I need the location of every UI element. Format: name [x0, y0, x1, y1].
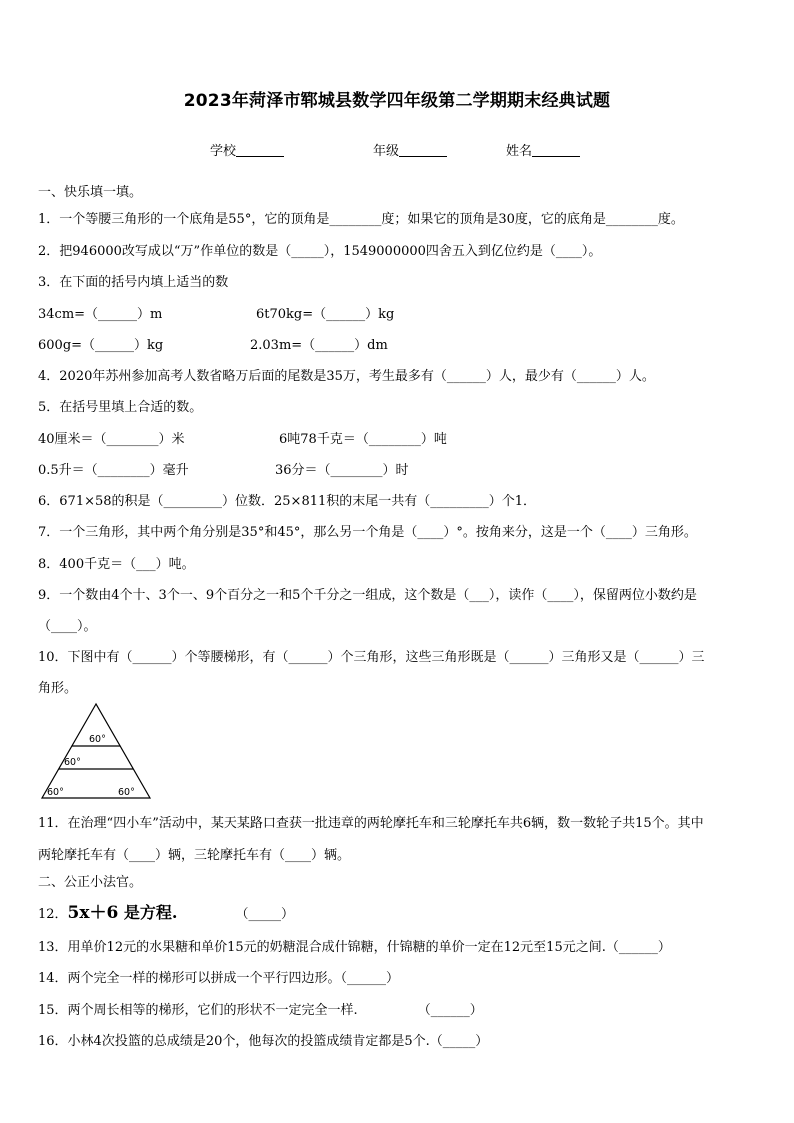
- question-12-blank[interactable]: （_____）: [235, 907, 295, 922]
- question-2: 2．把946000改写成以“万”作单位的数是（_____），1549000000四舍五入到亿位约是（____）。: [38, 244, 602, 259]
- question-3: 3．在下面的括号内填上适当的数: [38, 275, 229, 290]
- angle-label-top: 60°: [89, 734, 106, 745]
- question-1: 1．一个等腰三角形的一个底角是55°，它的顶角是________度；如果它的顶角是30度，它的底角是________度。: [38, 212, 684, 227]
- question-11-line-2: 两轮摩托车有（____）辆，三轮摩托车有（____）辆。: [38, 848, 351, 863]
- question-8: 8．400千克＝（___）吨。: [38, 557, 195, 572]
- question-5a: 40厘米＝（________）米: [38, 432, 185, 447]
- triangle-outline: [42, 704, 150, 798]
- question-3a: 34cm=（______）m: [38, 307, 163, 322]
- question-12-number: 12．: [38, 907, 68, 922]
- question-4: 4．2020年苏州参加高考人数省略万后面的尾数是35万，考生最多有（______）人，最少有（______）人。: [38, 369, 655, 384]
- question-5b: 6吨78千克＝（________）吨: [279, 432, 447, 447]
- grade-blank[interactable]: [399, 144, 447, 157]
- question-3c: 600g=（______）kg: [38, 338, 164, 353]
- grade-label: 年级: [373, 144, 400, 159]
- question-5: 5．在括号里填上合适的数。: [38, 400, 203, 415]
- question-10-line-1: 10．下图中有（______）个等腰梯形，有（______）个三角形，这些三角形既是（______）三角形又是（______）三: [38, 650, 705, 665]
- name-field: [506, 140, 580, 159]
- triangle-figure: [38, 700, 162, 802]
- question-15: [38, 999, 483, 1018]
- question-15-text: 15．两个周长相等的梯形，它们的形状不一定完全一样.: [38, 1003, 358, 1018]
- question-12-text: 是方程.: [123, 903, 178, 922]
- question-3d: 2.03m=（______）dm: [250, 338, 388, 353]
- school-field: [210, 140, 284, 159]
- question-11-line-1: 11．在治理“四小车”活动中，某天某路口查获一批违章的两轮摩托车和三轮摩托车共6辆，数一数轮子共15个。其中: [38, 816, 704, 831]
- question-3b: 6t70kg=（______）kg: [256, 307, 395, 322]
- question-9-line-1: 9．一个数由4个十、3个一、9个百分之一和5个千分之一组成，这个数是（___），读作（____），保留两位小数约是: [38, 588, 697, 603]
- grade-field: [373, 140, 447, 159]
- question-9-line-2: （____）。: [38, 619, 97, 634]
- question-12-expression: [68, 903, 178, 922]
- page-title: 2023年菏泽市郓城县数学四年级第二学期期末经典试题: [183, 91, 611, 111]
- section-2-heading: 二、公正小法官。: [38, 875, 143, 890]
- angle-label-middle: 60°: [64, 757, 81, 768]
- question-13: 13．用单价12元的水果糖和单价15元的奶糖混合成什锦糖，什锦糖的单价一定在12元至15元之间.（______）: [38, 940, 671, 955]
- question-7: 7．一个三角形，其中两个角分别是35°和45°，那么另一个角是（____）°。按角来分，这是一个（____）三角形。: [38, 525, 697, 540]
- angle-label-bottom-left: 60°: [47, 787, 64, 798]
- name-blank[interactable]: [532, 144, 580, 157]
- name-label: 姓名: [506, 144, 533, 159]
- question-5d: 36分＝（________）时: [275, 463, 409, 478]
- question-5c: 0.5升＝（________）毫升: [38, 463, 189, 478]
- question-12: [38, 898, 294, 923]
- question-6: 6．671×58的积是（_________）位数．25×811积的末尾一共有（_________）个1．: [38, 494, 537, 509]
- question-15-blank[interactable]: （______）: [417, 1003, 483, 1018]
- question-10-line-2: 角形。: [38, 681, 78, 696]
- question-12-expr: 5x＋6: [67, 903, 119, 923]
- question-16: 16．小林4次投篮的总成绩是20个，他每次的投篮成绩肯定都是5个.（_____）: [38, 1034, 489, 1049]
- school-blank[interactable]: [236, 144, 284, 157]
- section-1-heading: 一、快乐填一填。: [38, 185, 143, 200]
- question-14: 14．两个完全一样的梯形可以拼成一个平行四边形。（______）: [38, 971, 400, 986]
- angle-label-bottom-right: 60°: [118, 787, 135, 798]
- school-label: 学校: [210, 144, 237, 159]
